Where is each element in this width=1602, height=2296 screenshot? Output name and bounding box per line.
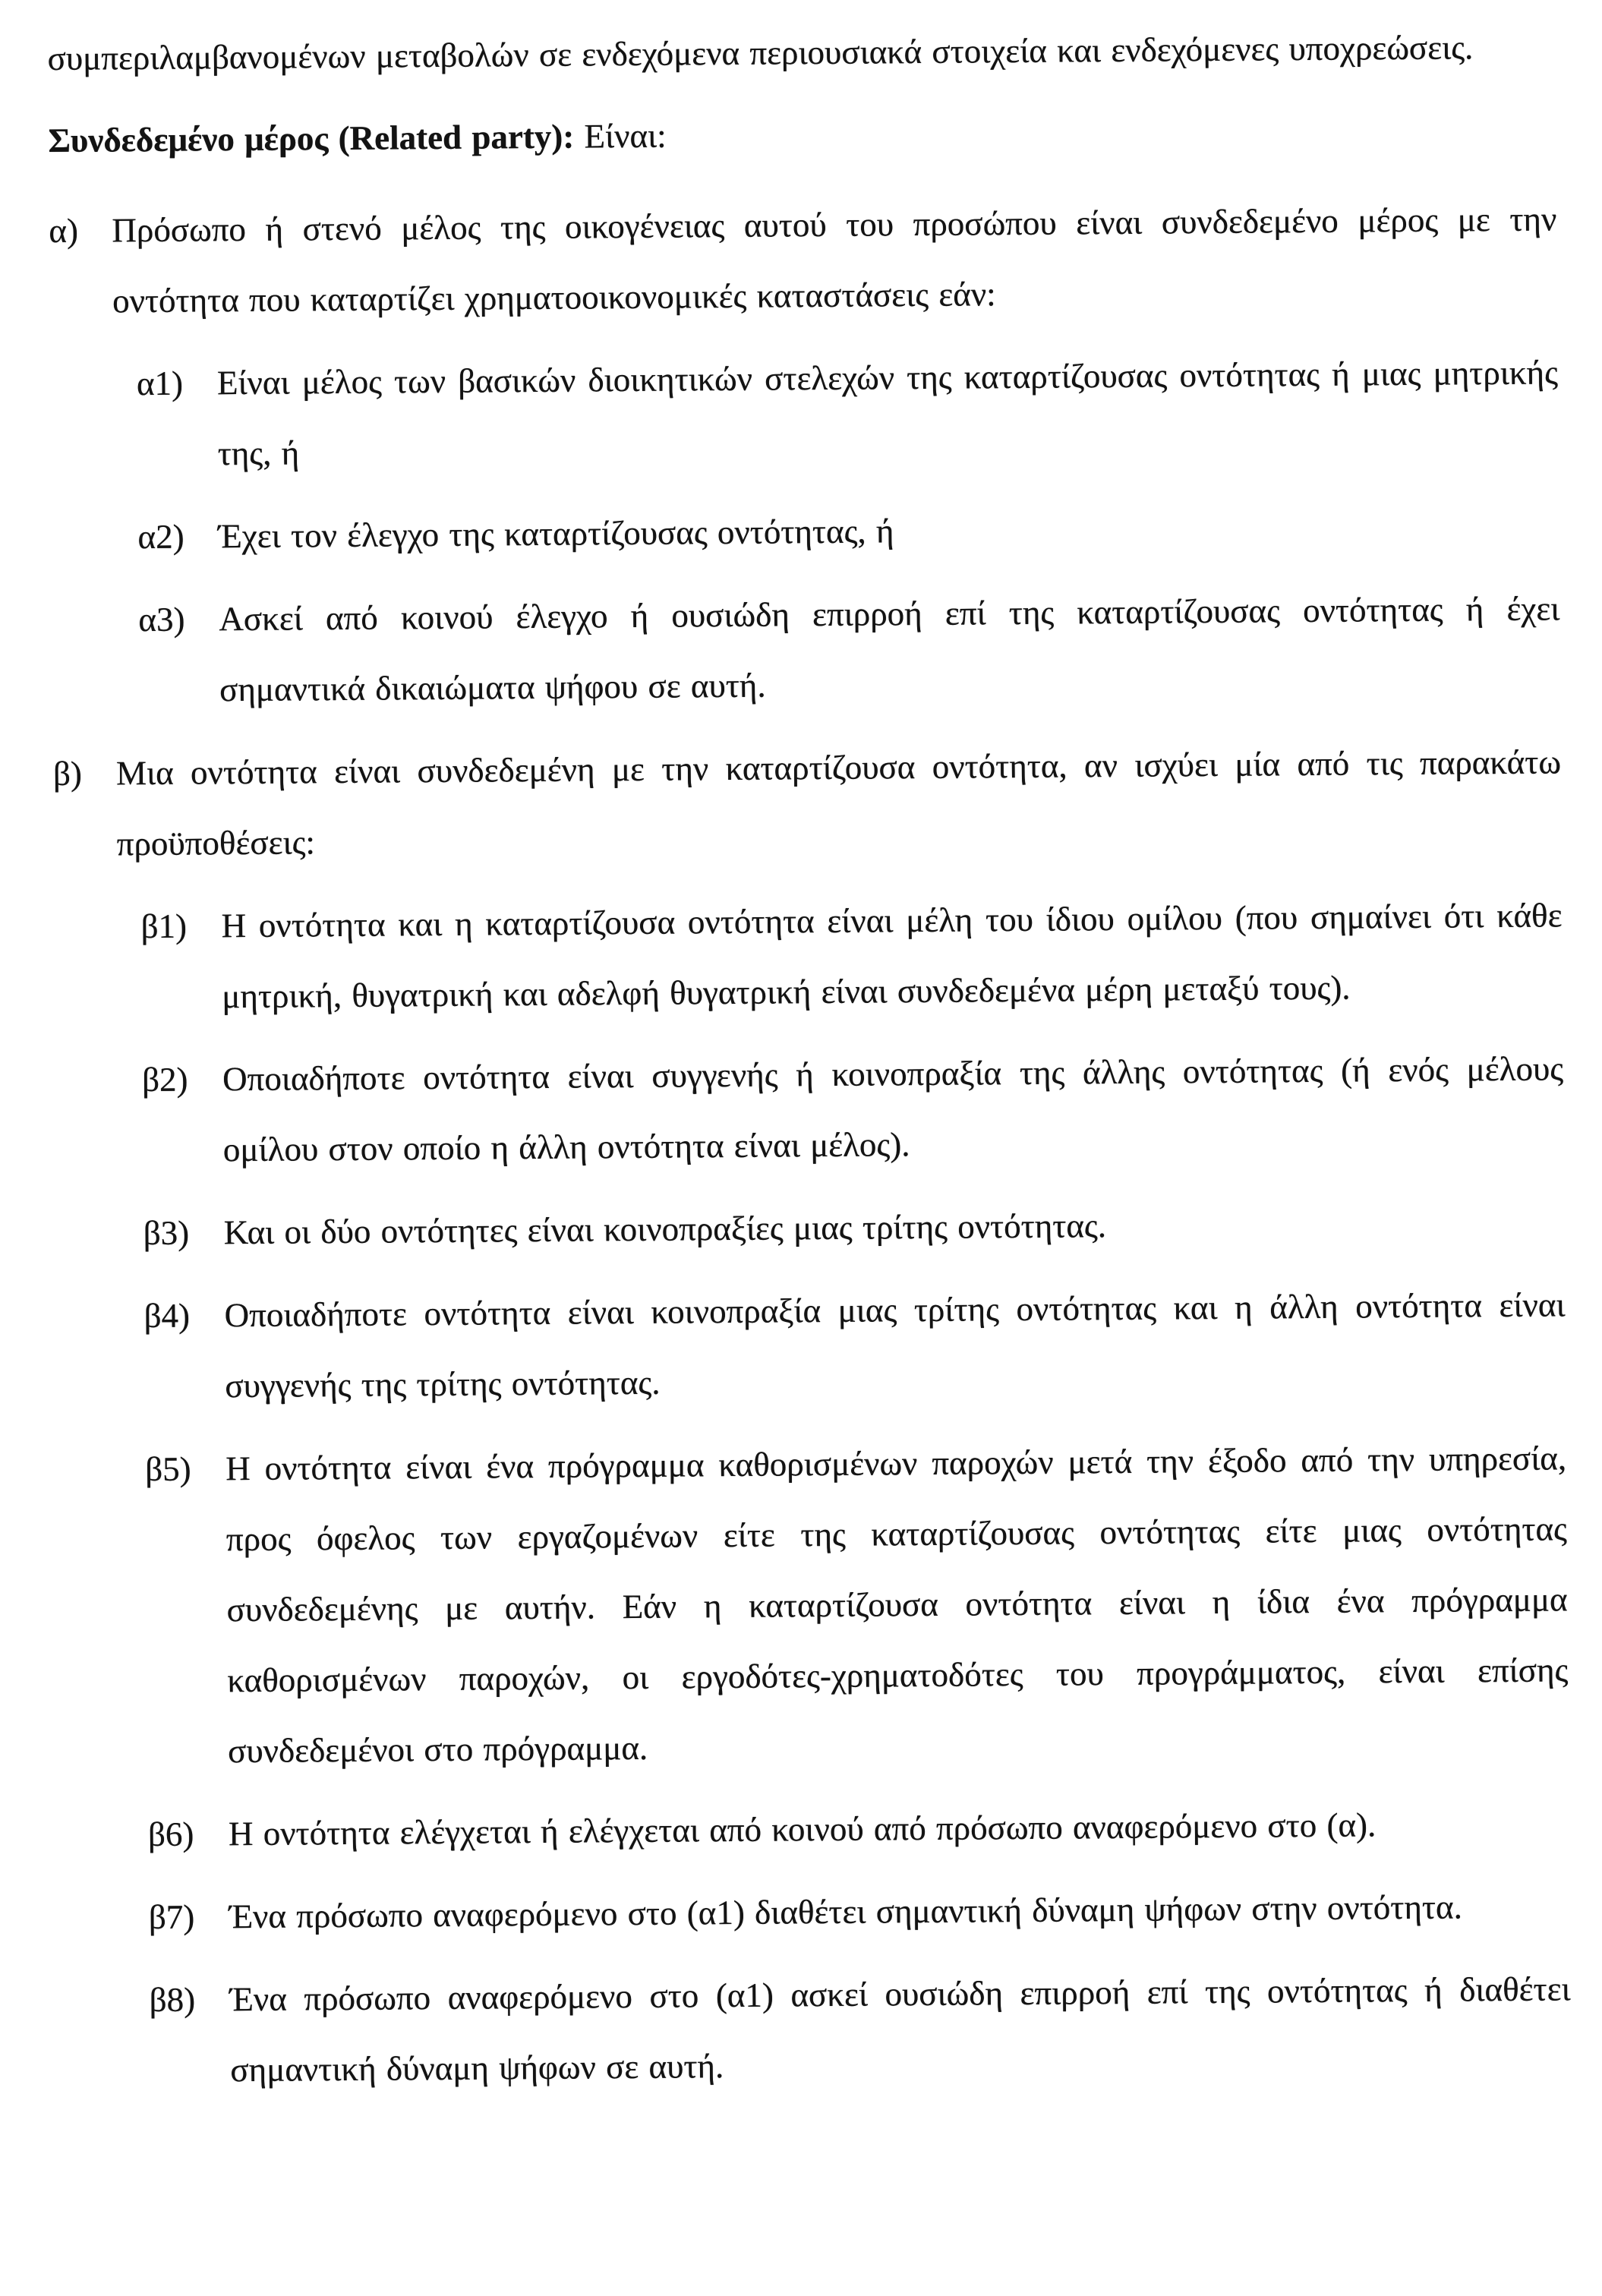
list-item-text: Ένα πρόσωπο αναφερόμενο στο (α1) διαθέτει σημαντική δύναμη ψήφων στην οντότητα. <box>229 1888 1463 1936</box>
list-item-marker: β8) <box>149 1980 196 2020</box>
list-item-marker: β6) <box>147 1815 194 1854</box>
list-item-marker: β1) <box>140 907 188 946</box>
list-item-text: Και οι δύο οντότητες είναι κοινοπραξίες μιας τρίτης οντότητας. <box>223 1206 1107 1252</box>
list-item-b2 <box>142 1033 1564 1186</box>
list-item-marker: β2) <box>141 1060 188 1099</box>
list-item-text: Οποιαδήποτε οντότητα είναι κοινοπραξία μιας τρίτης οντότητας και η άλλη οντότητα είναι συγγενής της τρίτης οντότητας. <box>224 1285 1566 1405</box>
related-party-heading <box>48 93 1556 176</box>
list-item-text: Μια οντότητα είναι συνδεδεμένη με την καταρτίζουσα οντότητα, αν ισχύει μία από τις παρακάτω προϋποθέσεις: <box>115 743 1562 863</box>
list-item-text: Η οντότητα και η καταρτίζουσα οντότητα είναι μέλη του ίδιου ομίλου (που σημαίνει ότι κάθε μητρική, θυγατρική και αδελφή θυγατρική είναι συνδεδεμένα μέρη μεταξύ τους). <box>221 896 1563 1016</box>
list-item-text: Είναι μέλος των βασικών διοικητικών στελεχών της καταρτίζουσας οντότητας ή μιας μητρικής της, ή <box>216 353 1559 473</box>
list-item-text: Ασκεί από κοινού έλεγχο ή ουσιώδη επιρροή επί της καταρτίζουσας οντότητας ή έχει σημαντικά δικαιώματα ψήφου σε αυτή. <box>219 589 1560 709</box>
list-item-marker: α3) <box>138 600 185 639</box>
list-item-text: Οποιαδήποτε οντότητα είναι συγγενής ή κοινοπραξία της άλλης οντότητας (ή ενός μέλους ομίλου στον οποίο η άλλη οντότητα είναι μέλος). <box>222 1049 1564 1169</box>
heading-normal-text: Είναι: <box>574 116 667 156</box>
list-item-marker: β7) <box>148 1897 195 1937</box>
list-item-marker: β) <box>52 754 83 793</box>
list-item-marker: β5) <box>145 1449 191 1489</box>
list-item-b5 <box>145 1423 1569 1787</box>
list-item-b8 <box>149 1954 1571 2106</box>
list-item-marker: α2) <box>137 517 184 557</box>
list-item-a2 <box>137 490 1559 572</box>
list-item-marker: α1) <box>136 364 184 403</box>
intro-paragraph: συμπεριλαμβανομένων μεταβολών σε ενδεχόμενα περιουσιακά στοιχεία και ενδεχόμενες υποχρεώσεις. <box>47 28 1474 77</box>
list-item-text: Η οντότητα είναι ένα πρόγραμμα καθορισμένων παροχών μετά την έξοδο από την υπηρεσία, προς όφελος των εργαζομένων είτε της καταρτίζουσας οντότητας είτε μιας οντότητας συνδεδεμένης με αυτήν. Εάν η καταρτίζουσα οντότητα είναι η ίδια ένα πρόγραμμα καθορισμένων παροχών, οι εργοδότες-χρηματοδότες του προγράμματος, είναι επίσης συνδεδεμένοι στο πρόγραμμα. <box>225 1439 1569 1771</box>
list-item-b <box>53 727 1562 880</box>
list-item-text: Πρόσωπο ή στενό μέλος της οικογένειας αυτού του προσώπου είναι συνδεδεμένο μέρος με την οντότητα που καταρτίζει χρηματοοικονομικές καταστάσεις εάν: <box>112 200 1557 320</box>
list-item-text: Η οντότητα ελέγχεται ή ελέγχεται από κοινού από πρόσωπο αναφερόμενο στο (α). <box>228 1806 1377 1853</box>
list-item-a <box>49 184 1557 337</box>
list-item-marker: β4) <box>143 1296 191 1336</box>
list-item-a1 <box>137 337 1559 490</box>
list-item-b1 <box>140 880 1563 1033</box>
list-item-b3 <box>143 1187 1565 1269</box>
list-item-text: Έχει τον έλεγχο της καταρτίζουσας οντότητας, ή <box>218 512 894 556</box>
list-item-b7 <box>148 1871 1570 1953</box>
list-item-a3 <box>138 573 1560 726</box>
document-content <box>47 0 1572 2119</box>
list-item-text: Ένα πρόσωπο αναφερόμενο στο (α1) ασκεί ουσιώδη επιρροή επί της οντότητας ή διαθέτει σημαντική δύναμη ψήφων σε αυτή. <box>229 1970 1571 2089</box>
heading-bold-text: Συνδεδεμένο μέρος (Related party): <box>48 117 575 159</box>
list-item-marker: α) <box>49 211 79 250</box>
list-item-marker: β3) <box>143 1213 190 1253</box>
list-item-b6 <box>148 1788 1570 1870</box>
list-item-b4 <box>143 1269 1566 1422</box>
